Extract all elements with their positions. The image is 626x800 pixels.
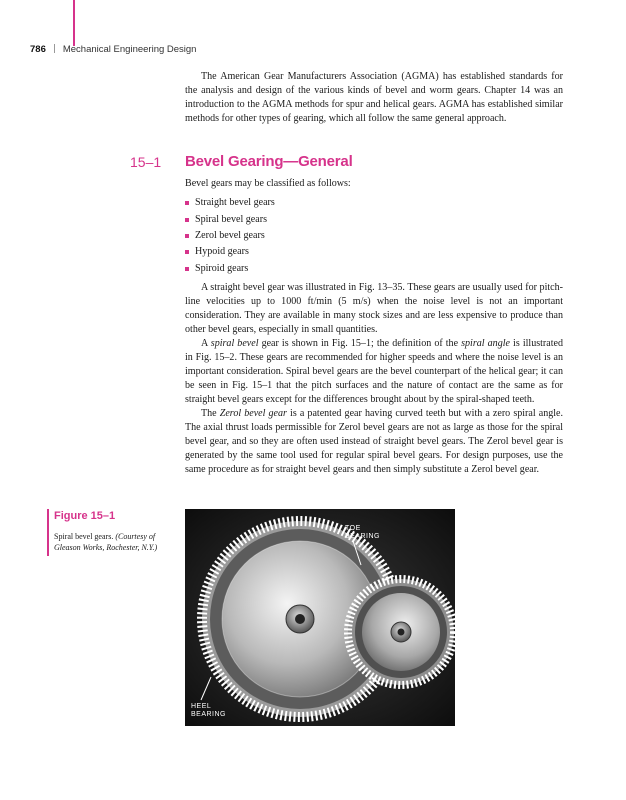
bullet-icon (185, 267, 189, 271)
intro-block (185, 70, 563, 126)
term-zerol-bevel-gear: Zerol bevel gear (219, 408, 287, 419)
paragraph-zerol-bevel: The Zerol bevel gear is a patented gear having curved teeth but with a zero spiral angle. The axial thrust loads permissible for Zerol bevel gears are not as large as those for the spiral bevel gear, and so they are often used instead of straight bevel gears. The Zerol bevel gear is generated by the same tool used for regular spiral bevel gears. For design purposes, use the same procedure as for straight bevel gears and then simply substitute a Zerol bevel gear. (185, 408, 564, 475)
figure-caption: Spiral bevel gears. (Courtesy of Gleason Works, Rochester, N.Y.) (54, 532, 158, 552)
term-spiral-bevel: spiral bevel (210, 338, 259, 349)
bullet-icon (185, 234, 189, 238)
small-gear (348, 579, 454, 685)
toe-label: TOE (345, 525, 361, 532)
heel-label: HEEL (191, 703, 212, 710)
bullet-icon (185, 218, 189, 222)
term-spiral-angle: spiral angle (461, 338, 510, 349)
running-title: Mechanical Engineering Design (62, 44, 197, 55)
list-item: Zerol bevel gears (185, 228, 275, 244)
list-item: Straight bevel gears (185, 195, 275, 211)
list-item: Spiroid gears (185, 261, 275, 277)
page-number: 786 (30, 44, 46, 55)
body-text (185, 281, 563, 477)
running-head (30, 44, 196, 55)
list-item: Hypoid gears (185, 244, 275, 260)
figure-label: Figure 15–1 (54, 510, 116, 522)
paragraph-spiral-bevel: A spiral bevel gear is shown in Fig. 15–1; the definition of the spiral angle is illustrated in Fig. 15–2. These gears are recommended for higher speeds and where the noise level is an important consideration. Spiral bevel gears are the bevel counterpart of the helical gear; it can be seen in Fig. 15–1 that the pitch surfaces and the nature of contact are the same as for straight bevel gears except for the differences brought about by the spiral-shaped teeth. (185, 338, 563, 405)
header-separator (54, 44, 55, 53)
bearing-label-top: BEARING (345, 533, 381, 540)
spiral-bevel-gears-photo (185, 509, 455, 726)
bullet-icon (185, 250, 189, 254)
section-title: Bevel Gearing—General (185, 153, 353, 170)
paragraph-straight-bevel: A straight bevel gear was illustrated in Fig. 13–35. These gears are usually used for pitch-line velocities up to 1000 ft/min (5 m/s) when the noise level is not an important consideration. They are available in many stock sizes and are less expensive to produce than other bevel gears, especially in small quantities. (185, 282, 563, 335)
gear-type-list (185, 195, 275, 277)
intro-paragraph: The American Gear Manufacturers Association (AGMA) has established standards for the analysis and design of the various kinds of bevel and worm gears. Chapter 14 was an introduction to the AGMA methods for spur and helical gears. AGMA has established similar methods for other types of gearing, which all follow the same general approach. (185, 71, 563, 124)
list-item: Spiral bevel gears (185, 211, 275, 227)
lead-block (185, 177, 563, 191)
margin-accent-line (73, 0, 75, 46)
small-gear-bore (398, 629, 405, 636)
large-gear-bore (295, 614, 305, 624)
lead-sentence: Bevel gears may be classified as follows: (185, 178, 351, 189)
figure-accent-rule (47, 509, 49, 556)
bullet-icon (185, 201, 189, 205)
bearing-label-bottom: BEARING (191, 711, 227, 718)
section-number: 15–1 (130, 154, 162, 170)
